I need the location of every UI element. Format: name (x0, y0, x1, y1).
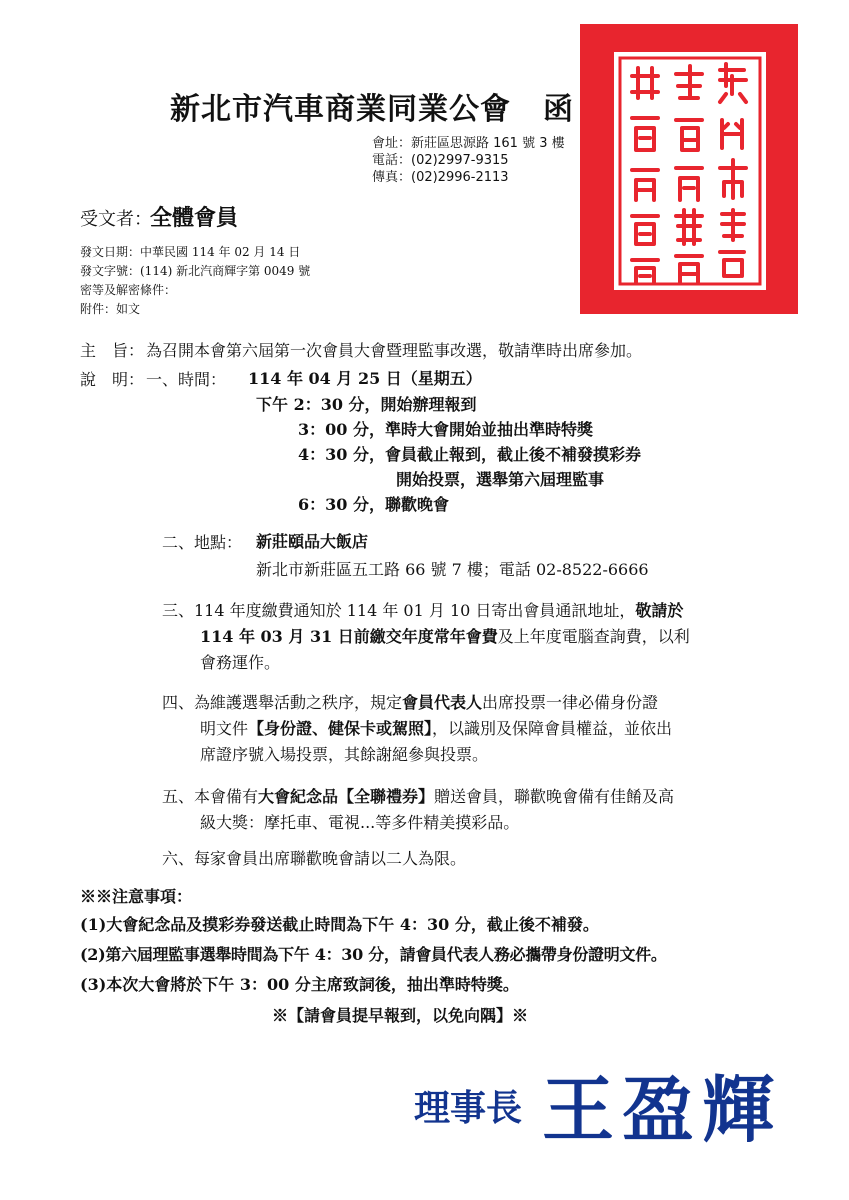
document-number: 發文字號：(114) 新北汽商輝字第 0049 號 (80, 264, 311, 278)
recipient-label: 受文者： (80, 209, 152, 230)
explanation-label: 說 明： (80, 370, 145, 389)
item6: 六、每家會員出席聯歡晚會請以二人為限。 (162, 849, 467, 868)
item4-rest2: ，以識別及保障會員權益，並依出 (432, 719, 673, 738)
venue-name: 新莊頤品大飯店 (256, 532, 369, 551)
note-item: (3)本次大會將於下午 3：00 分主席致詞後，抽出準時特獎。 (80, 975, 519, 994)
org-fax: 傳真：(02)2996-2113 (372, 170, 509, 185)
note-item: (1)大會紀念品及摸彩券發送截止時間為下午 4：30 分，截止後不補發。 (80, 915, 599, 934)
item4-line3: 席證序號入場投票，其餘謝絕參與投票。 (200, 745, 489, 764)
venue-address: 新北市新莊區五工路 66 號 7 樓；電話 02-8522-6666 (256, 560, 649, 579)
attachment: 附件：如文 (80, 302, 141, 316)
schedule-item: 4：30 分，會員截止報到，截止後不補發摸彩券 (298, 445, 641, 464)
item5-gift: 大會紀念品【全聯禮券】 (258, 787, 435, 806)
item3-lead: 三、114 年度繳費通知於 114 年 01 月 10 日寄出會員通訊地址， (162, 601, 636, 620)
early-arrival-reminder: ※【請會員提早報到，以免向隅】※ (272, 1006, 529, 1025)
item3-line3: 會務運作。 (200, 653, 281, 672)
item4-emphasis: 會員代表人 (402, 693, 483, 712)
item3-emphasis: 敬請於 (635, 601, 684, 620)
item1-label: 一、時間： (146, 370, 227, 389)
secrecy-condition: 密等及解密條件： (80, 283, 177, 297)
recipient-value: 全體會員 (150, 205, 239, 231)
schedule-item: 開始投票，選舉第六屆理監事 (396, 470, 605, 489)
item4-rest: 出席投票一律必備身份證 (482, 693, 659, 712)
note-item: (2)第六屆理監事選舉時間為下午 4：30 分，請會員代表人務必攜帶身份證明文件。 (80, 945, 667, 964)
item5-rest: 贈送會員，聯歡晚會備有佳餚及高 (434, 787, 675, 806)
item4-line2 (200, 716, 672, 739)
document-type: 函 (543, 92, 573, 127)
official-seal (580, 24, 798, 314)
schedule-item: 6：30 分，聯歡晚會 (298, 495, 449, 514)
item3-rest: 及上年度電腦查詢費，以利 (497, 627, 690, 646)
item4-lead: 四、為維護選舉活動之秩序，規定 (162, 693, 403, 712)
org-address: 會址：新莊區思源路 161 號 3 樓 (372, 136, 565, 151)
item4-pre: 明文件 (200, 719, 249, 738)
item4-line1 (162, 690, 658, 713)
issue-date: 發文日期：中華民國 114 年 02 月 14 日 (80, 245, 301, 259)
item3-line1 (162, 598, 683, 621)
subject-label: 主 旨： (80, 341, 145, 360)
item3-deadline: 114 年 03 月 31 日前繳交年度常年會費 (200, 627, 498, 646)
org-title: 新北市汽車商業同業公會 (170, 92, 511, 127)
subject-text: 為召開本會第六屆第一次會員大會暨理監事改選，敬請準時出席參加。 (146, 341, 643, 360)
meeting-date: 114 年 04 月 25 日（星期五） (248, 369, 482, 388)
notes-heading: ※※注意事項： (80, 887, 193, 906)
chairman-name: 王盈輝 (542, 1067, 783, 1152)
item3-line2 (200, 624, 690, 647)
item2-label: 二、地點： (162, 533, 243, 552)
item5-line2: 級大獎：摩托車、電視...等多件精美摸彩品。 (200, 813, 520, 832)
seal-graphic (580, 24, 798, 314)
schedule-item: 3：00 分，準時大會開始並抽出準時特獎 (298, 420, 593, 439)
item5-line1 (162, 784, 674, 807)
schedule-item: 下午 2：30 分，開始辦理報到 (256, 395, 477, 414)
chairman-title: 理事長 (414, 1087, 523, 1129)
item4-id-documents: 【身份證、健保卡或駕照】 (248, 719, 433, 738)
org-phone: 電話：(02)2997-9315 (372, 153, 509, 168)
item5-lead: 五、本會備有 (162, 787, 259, 806)
